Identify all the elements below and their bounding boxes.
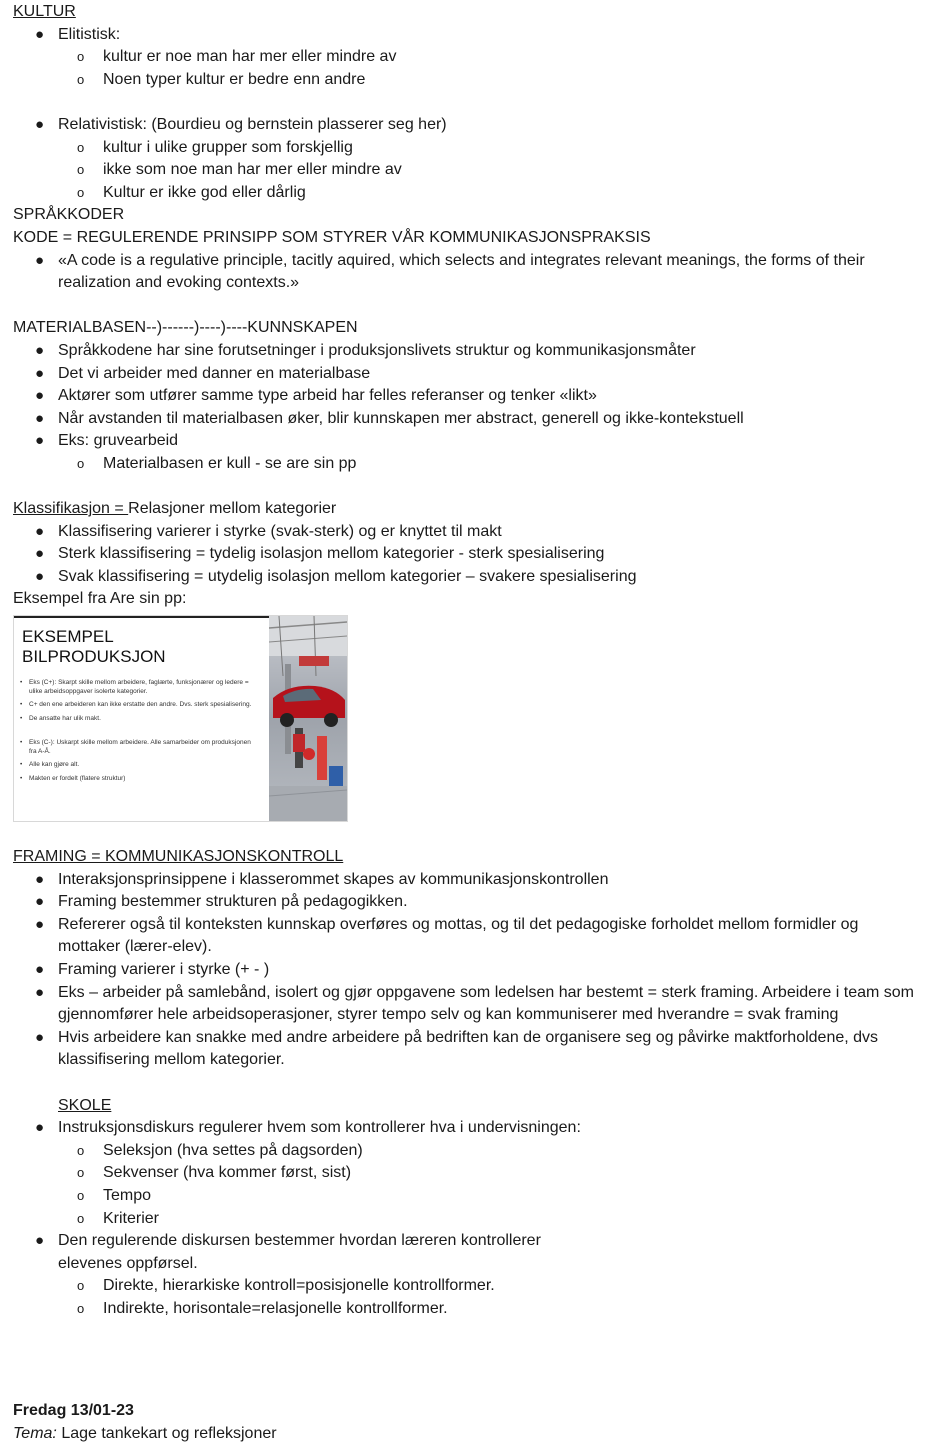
list-item: ● Interaksjonsprinsippene i klasserommet skapes av kommunikasjonskontrollen [13,869,918,892]
circle-bullet-icon: o [77,1187,85,1203]
circle-bullet-icon: o [77,1300,85,1316]
list-item: o Materialbasen er kull - se are sin pp [13,453,918,476]
slide-bullet: • Eks (C+): Skarpt skille mellom arbeidere, faglærte, funksjonærer og ledere = ulike arbeidsoppgaver isolerte kategorier. [20,679,260,696]
slide-bullet: • De ansatte har ulik makt. [20,715,260,724]
footer-date: Fredag 13/01-23 [13,1402,134,1419]
circle-bullet-icon: o [77,162,85,178]
circle-bullet-icon: o [77,1278,85,1294]
heading-materialbasen: MATERIALBASEN--)------)----)----KUNNSKAPEN [13,319,358,337]
bullet-icon: ● [35,1232,45,1250]
sub-list [58,1275,918,1320]
bullet-icon: ● [35,387,45,405]
list-item: o Seleksjon (hva settes på dagsorden) [13,1140,918,1163]
list-item: o Sekvenser (hva kommer først, sist) [13,1162,918,1185]
heading-skole: SKOLE [58,1096,112,1114]
list-item: ● Eks – arbeider på samlebånd, isolert og gjør oppgavene som ledelsen har bestemt = sterk framing. Arbeidere i team som gjennomfører hele arbeidsoperasjoner, styrer tempo selv og kan kommuniserer med hverandre = svak framing [35,983,914,1024]
bullet-icon: ● [35,915,45,933]
sub-list [58,453,918,476]
heading-framing: FRAMING = KOMMUNIKASJONSKONTROLL [13,848,344,866]
list-item: ● Aktører som utfører samme type arbeid har felles referanser og tenker «likt» [13,385,918,408]
heading-skole-wrapper [13,1095,918,1118]
list-item: ● Relativistisk: (Bourdieu og bernstein plasserer seg her) o kultur i ulike grupper som forskjellig o ikke som noe man har mer eller mindre av o Kultur er ikke god eller dårlig [13,114,918,204]
bullet-icon: ● [35,25,45,43]
bullet-icon: ● [35,409,45,427]
bullet-icon: ● [35,341,45,359]
slide-bullet: • Alle kan gjøre alt. [20,761,260,770]
materialbasen-list [13,340,918,476]
slide-bullet: • Makten er fordelt (flatere struktur) [20,775,260,784]
bullet-icon: ● [35,983,45,1001]
list-item: ● Framing varierer i styrke (+ - ) [13,959,918,982]
slide-bullet: • Eks (C-): Uskarpt skille mellom arbeidere. Alle samarbeider om produksjonen fra A-Å. [20,739,260,756]
bullet-icon: ● [35,522,45,540]
document [13,1,918,1321]
bullet-icon: ● [35,251,45,269]
framing-list [13,869,918,1072]
footer [13,1400,913,1445]
kultur-list [13,24,918,92]
kode-definition: KODE = REGULERENDE PRINSIPP SOM STYRER VÅR KOMMUNIKASJONSPRAKSIS [13,228,651,246]
list-item: ● Framing bestemmer strukturen på pedagogikken. [13,891,918,914]
slide-bullet: • C+ den ene arbeideren kan ikke erstatte den andre. Dvs. sterk spesialisering. [20,701,260,710]
list-item: ● Når avstanden til materialbasen øker, blir kunnskapen mer abstract, generell og ikke-kontekstuell [13,408,918,431]
list-item: o Indirekte, horisontale=relasjonelle kontrollformer. [13,1298,918,1321]
list-item: ● Instruksjonsdiskurs regulerer hvem som kontrollerer hva i undervisningen: o Seleksjon (hva settes på dagsorden) o Sekvenser (hva kommer først, sist) o Tempo o Kriterier [13,1117,918,1230]
sprakkoder-list [13,250,918,295]
list-item: o kultur er noe man har mer eller mindre av [13,46,918,69]
kultur-list-2 [13,114,918,204]
list-item: o Noen typer kultur er bedre enn andre [13,69,918,92]
example-intro: Eksempel fra Are sin pp: [13,590,187,608]
car-factory-photo [269,616,347,821]
bullet-icon: ● [35,1028,45,1046]
circle-bullet-icon: o [77,139,85,155]
list-item: ● Refererer også til konteksten kunnskap overføres og mottas, og til det pedagogiske forholdet mellom formidler og mottaker (lærer-elev). [35,915,859,956]
heading-klassifikasjon: Klassifikasjon = Relasjoner mellom kategorier [13,500,337,518]
circle-bullet-icon: o [77,1210,85,1226]
bullet-icon: ● [35,870,45,888]
circle-bullet-icon: o [77,184,85,200]
circle-bullet-icon: o [77,1165,85,1181]
circle-bullet-icon: o [77,71,85,87]
list-item: ● Den regulerende diskursen bestemmer hvordan læreren kontrollerer elevenes oppførsel. o Direkte, hierarkiske kontroll=posisjonelle kontrollformer. o Indirekte, horisontale=relasjonelle kontrollformer. [13,1230,918,1320]
bullet-icon: ● [35,545,45,563]
skole-list [13,1117,918,1320]
circle-bullet-icon: o [77,455,85,471]
circle-bullet-icon: o [77,1142,85,1158]
list-item: o Direkte, hierarkiske kontroll=posisjonelle kontrollformer. [13,1275,918,1298]
list-item: ● Språkkodene har sine forutsetninger i produksjonslivets struktur og kommunikasjonsmåter [13,340,918,363]
bullet-icon: ● [35,115,45,133]
bullet-icon: ● [35,893,45,911]
list-item: o Kriterier [13,1208,918,1231]
klassifikasjon-list [13,521,918,589]
heading-sprakkoder: SPRÅKKODER [13,206,125,224]
list-item: o Tempo [13,1185,918,1208]
list-item: ● Elitistisk: o kultur er noe man har mer eller mindre av o Noen typer kultur er bedre enn andre [13,24,918,92]
list-item: ● Det vi arbeider med danner en materialbase [13,363,918,386]
footer-tema: Tema: Lage tankekart og refleksjoner [13,1424,277,1442]
list-item: ● Sterk klassifisering = tydelig isolasjon mellom kategorier - sterk spesialisering [13,543,918,566]
bullet-icon: ● [35,567,45,585]
list-item: ● Svak klassifisering = utydelig isolasjon mellom kategorier – svakere spesialisering [13,566,918,589]
bullet-icon: ● [35,364,45,382]
sub-list [58,137,918,205]
sub-list [58,46,918,91]
list-item: ● «A code is a regulative principle, tacitly aquired, which selects and integrates relevant meanings, the forms of their realization and evoking contexts.» [35,251,865,292]
list-item: o kultur i ulike grupper som forskjellig [13,137,918,160]
bullet-icon: ● [35,961,45,978]
heading-kultur: KULTUR [13,3,76,20]
circle-bullet-icon: o [77,49,85,65]
slide-bullets [20,679,260,788]
sub-list [58,1140,918,1230]
slide-image [13,615,348,822]
list-item: ● Klassifisering varierer i styrke (svak-sterk) og er knyttet til makt [13,521,918,544]
list-item: o Kultur er ikke god eller dårlig [13,182,918,205]
bullet-icon: ● [35,1119,45,1137]
list-item: ● Hvis arbeidere kan snakke med andre arbeidere på bedriften kan de organisere seg og påvirke maktforholdene, dvs klassifisering mellom kategorier. [35,1028,879,1069]
bullet-icon: ● [35,432,45,450]
list-item: o ikke som noe man har mer eller mindre av [13,159,918,182]
slide-divider [14,616,269,618]
slide-title: EKSEMPEL BILPRODUKSJON [22,627,166,667]
list-item: ● Eks: gruvearbeid o Materialbasen er kull - se are sin pp [13,430,918,475]
